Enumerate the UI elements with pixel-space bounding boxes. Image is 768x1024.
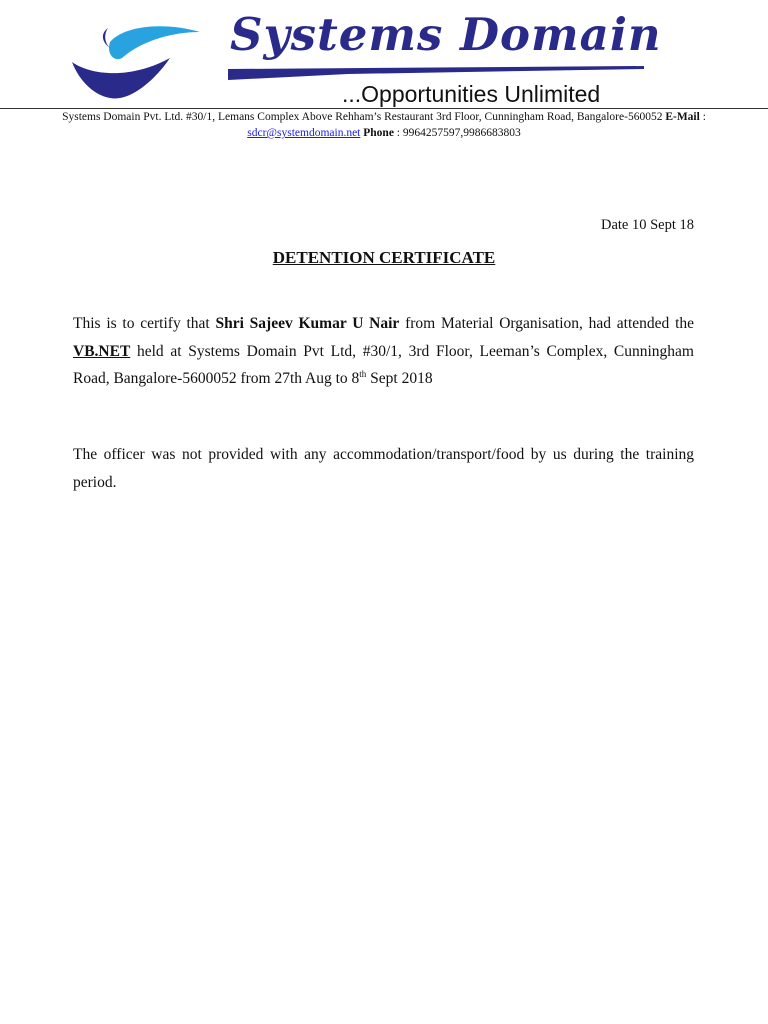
person-name: Shri Sajeev Kumar U Nair xyxy=(215,315,400,332)
address-block xyxy=(10,109,758,141)
document-title: DETENTION CERTIFICATE xyxy=(272,248,496,267)
certificate-paragraph xyxy=(73,310,694,393)
email-link[interactable]: sdcr@systemdomain.net xyxy=(247,127,361,139)
accommodation-paragraph: The officer was not provided with any accommodation/transport/food by us during the training period. xyxy=(73,446,694,491)
ordinal-suffix: th xyxy=(359,368,367,379)
header-bar xyxy=(228,66,644,82)
phone-label: Phone xyxy=(363,127,394,139)
email-separator: : xyxy=(699,111,706,123)
course-name: VB.NET xyxy=(73,342,131,360)
para-text: held at Systems Domain Pvt Ltd, #30/1, 3rd Floor, Leeman’s Complex, Cunningham Road, Bangalore-5600052 from 27th Aug to 8 xyxy=(73,342,694,387)
tagline: ...Opportunities Unlimited xyxy=(342,81,601,107)
company-name: Systems Domain xyxy=(230,8,662,61)
swoosh-logo-icon xyxy=(70,20,210,105)
address-text: Systems Domain Pvt. Ltd. #30/1, Lemans Complex Above Rehham’s Restaurant 3rd Floor, Cunningham Road, Bangalore-560052 xyxy=(62,111,663,123)
para-text: from Material Organisation, had attended the xyxy=(399,315,695,332)
para-text: Sept 2018 xyxy=(366,370,433,387)
phone-number: : 9964257597,9986683803 xyxy=(393,127,521,139)
document-date: Date 10 Sept 18 xyxy=(600,217,694,233)
email-label: E-Mail xyxy=(665,111,700,123)
para-text: This is to certify that xyxy=(73,315,216,332)
